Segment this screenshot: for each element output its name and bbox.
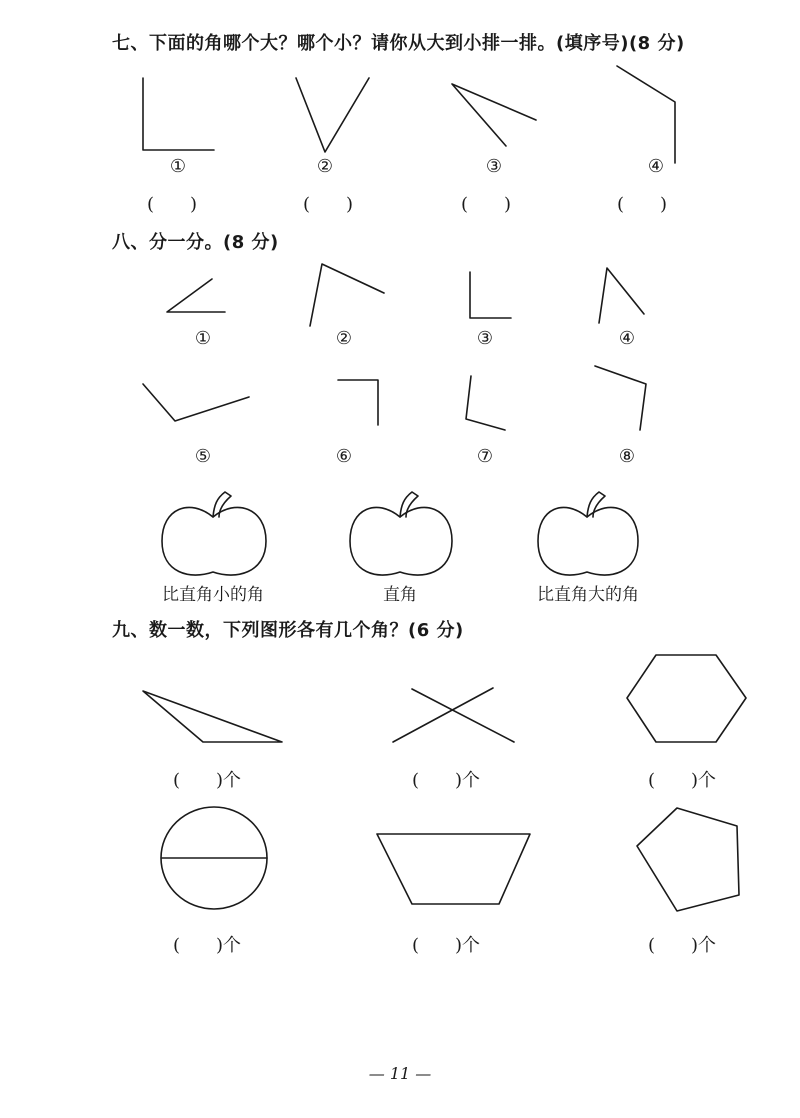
q8-angle-5 (143, 384, 249, 421)
q7-answer-blank-4[interactable]: ( ) (617, 194, 668, 215)
q8-angle-1 (167, 279, 225, 312)
q7-angle-3 (452, 84, 536, 146)
q8-label-4: ④ (618, 328, 636, 349)
q7-answer-blank-1[interactable]: ( ) (147, 194, 198, 215)
q8-angle-6 (338, 380, 378, 425)
q8-angle-4 (599, 268, 644, 323)
apple-smaller-than-right-angle (162, 492, 266, 575)
q7-angle-1 (143, 78, 214, 150)
q9-crossing-lines (393, 688, 514, 742)
q9-answer-blank-5[interactable]: ( )个 (412, 935, 481, 956)
q7-answer-blank-3[interactable]: ( ) (461, 194, 512, 215)
q8-label-8: ⑧ (618, 446, 636, 467)
q8-angle-8 (595, 366, 646, 430)
q9-answer-blank-3[interactable]: ( )个 (648, 770, 717, 791)
q8-angle-7 (466, 376, 505, 430)
q9-answer-blank-2[interactable]: ( )个 (412, 770, 481, 791)
q7-answer-blank-2[interactable]: ( ) (303, 194, 354, 215)
q8-label-3: ③ (476, 328, 494, 349)
q9-trapezoid (377, 834, 530, 904)
apple-caption-right-angle: 直角 (383, 585, 417, 605)
apple-caption-smaller: 比直角小的角 (162, 585, 264, 605)
q9-answer-blank-6[interactable]: ( )个 (648, 935, 717, 956)
q7-label-2: ② (316, 156, 334, 177)
q8-label-7: ⑦ (476, 446, 494, 467)
q9-answer-blank-1[interactable]: ( )个 (173, 770, 242, 791)
apple-right-angle (350, 492, 452, 575)
apple-greater-than-right-angle (538, 492, 638, 575)
q9-answer-blank-4[interactable]: ( )个 (173, 935, 242, 956)
q8-label-5: ⑤ (194, 446, 212, 467)
q7-label-1: ① (169, 156, 187, 177)
apple-caption-greater: 比直角大的角 (537, 585, 639, 605)
q8-label-2: ② (335, 328, 353, 349)
q8-angle-2 (310, 264, 384, 326)
q9-circle-with-chord (161, 807, 267, 909)
q9-triangle (143, 691, 282, 742)
page-number: — 11 — (368, 1064, 432, 1083)
q7-label-3: ③ (485, 156, 503, 177)
q8-heading: 八、分一分。(8 分) (112, 232, 279, 253)
q7-label-4: ④ (647, 156, 665, 177)
q7-heading: 七、下面的角哪个大？哪个小？请你从大到小排一排。(填序号)(8 分) (112, 33, 685, 54)
q7-angle-2 (296, 78, 369, 152)
q8-label-6: ⑥ (335, 446, 353, 467)
q7-angle-4 (617, 66, 675, 163)
q8-angle-3 (470, 272, 511, 318)
q9-heading: 九、数一数，下列图形各有几个角？(6 分) (112, 620, 464, 641)
q8-label-1: ① (194, 328, 212, 349)
q9-hexagon (627, 655, 746, 742)
q9-pentagon (637, 808, 739, 911)
